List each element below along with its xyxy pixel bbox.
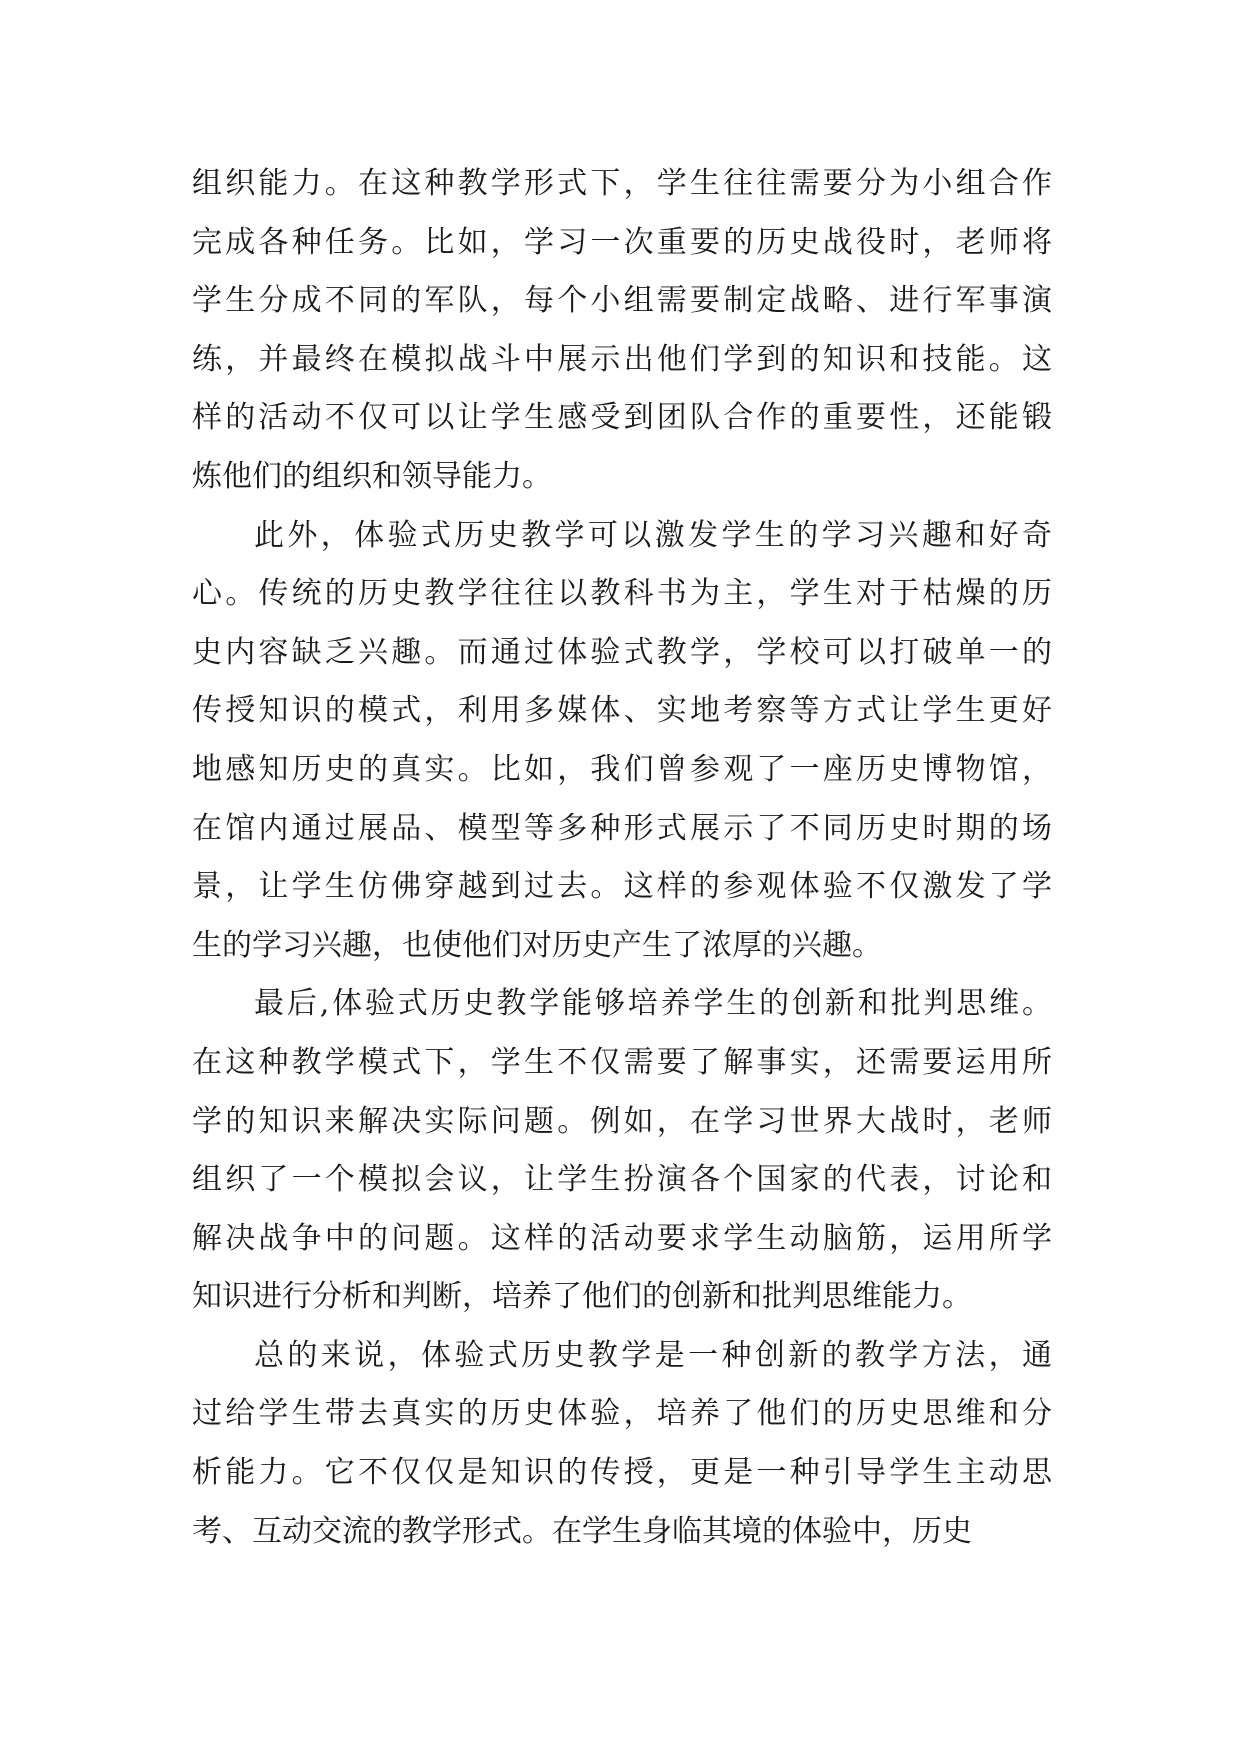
text-line: 组织了一个模拟会议，让学生扮演各个国家的代表，讨论和: [192, 1162, 1052, 1198]
text-line: 练，并最终在模拟战斗中展示出他们学到的知识和技能。这: [192, 341, 1052, 377]
text-line: 景，让学生仿佛穿越到过去。这样的参观体验不仅激发了学: [192, 869, 1052, 905]
text-line: 完成各种任务。比如，学习一次重要的历史战役时，老师将: [192, 224, 1052, 260]
paragraph: [192, 507, 1052, 976]
text-line: 学的知识来解决实际问题。例如，在学习世界大战时，老师: [192, 1103, 1052, 1139]
text-line: 过给学生带去真实的历史体验，培养了他们的历史思维和分: [192, 1396, 1052, 1432]
text-line: 总的来说，体验式历史教学是一种创新的教学方法，通: [254, 1337, 1052, 1373]
text-line: 考、互动交流的教学形式。在学生身临其境的体验中，历史: [192, 1513, 972, 1549]
text-line: 炼他们的组织和领导能力。: [192, 458, 552, 494]
text-line: 知识进行分析和判断，培养了他们的创新和批判思维能力。: [192, 1279, 972, 1315]
text-line: 学生分成不同的军队，每个小组需要制定战略、进行军事演: [192, 283, 1052, 319]
text-line: 此外，体验式历史教学可以激发学生的学习兴趣和好奇: [254, 517, 1052, 553]
paragraph: [192, 155, 1052, 507]
paragraph: [192, 975, 1052, 1327]
paragraph: [192, 1327, 1052, 1561]
text-line: 传授知识的模式，利用多媒体、实地考察等方式让学生更好: [192, 693, 1052, 729]
text-line: 在这种教学模式下，学生不仅需要了解事实，还需要运用所: [192, 1044, 1052, 1080]
document-body: [192, 155, 1052, 1561]
text-line: 在馆内通过展品、模型等多种形式展示了不同历史时期的场: [192, 810, 1052, 846]
text-line: 心。传统的历史教学往往以教科书为主，学生对于枯燥的历: [192, 576, 1052, 612]
text-line: 组织能力。在这种教学形式下，学生往往需要分为小组合作: [192, 166, 1052, 201]
text-line: 解决战争中的问题。这样的活动要求学生动脑筋，运用所学: [192, 1220, 1052, 1256]
text-line: 析能力。它不仅仅是知识的传授，更是一种引导学生主动思: [192, 1455, 1052, 1491]
text-line: 地感知历史的真实。比如，我们曾参观了一座历史博物馆，: [192, 751, 1052, 787]
text-line: 史内容缺乏兴趣。而通过体验式教学，学校可以打破单一的: [192, 634, 1052, 670]
text-line: 生的学习兴趣，也使他们对历史产生了浓厚的兴趣。: [192, 927, 882, 963]
text-line: 样的活动不仅可以让学生感受到团队合作的重要性，还能锻: [192, 400, 1052, 436]
text-line: 最后,体验式历史教学能够培养学生的创新和批判思维。: [254, 986, 1052, 1022]
